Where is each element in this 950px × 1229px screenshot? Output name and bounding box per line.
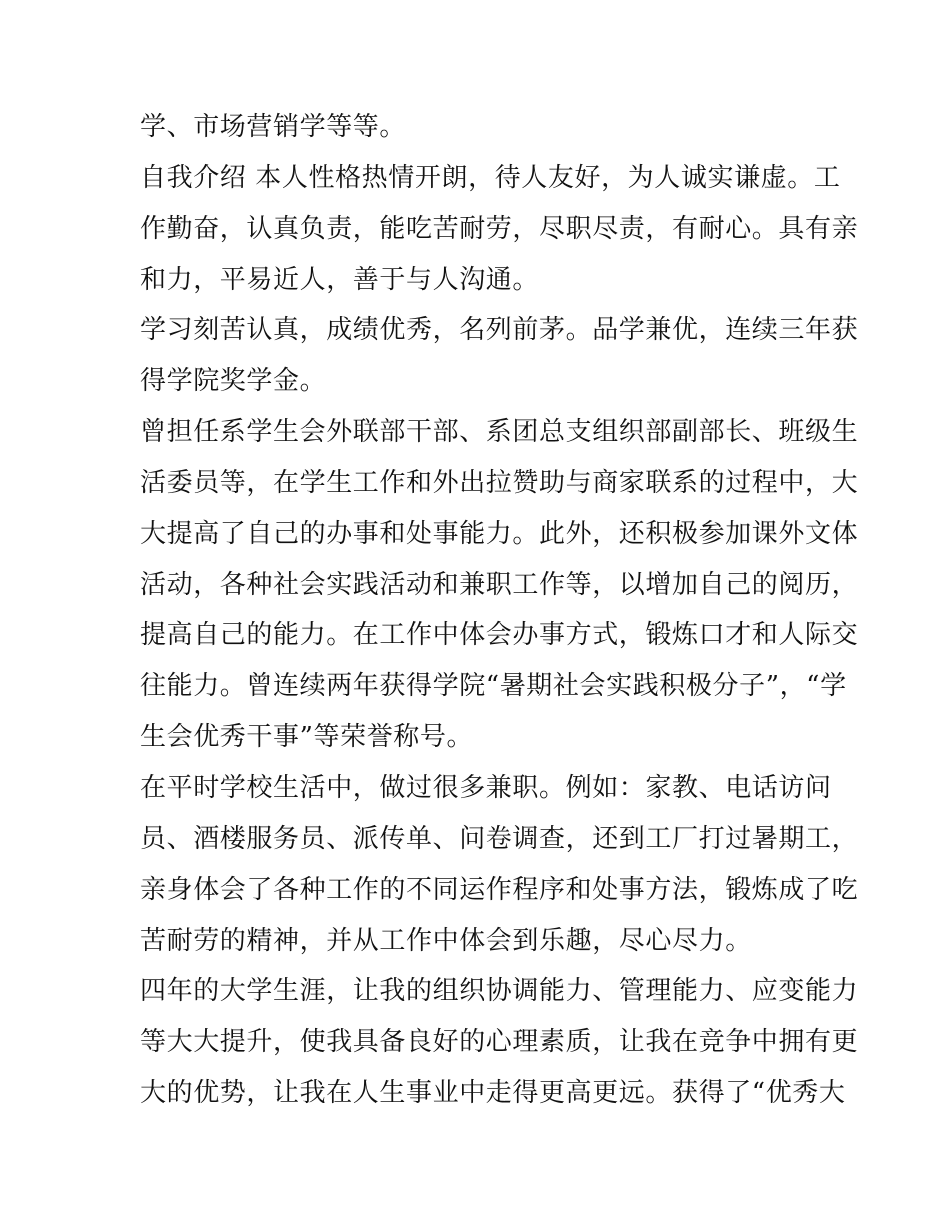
text-line: 大的优势，让我在人生事业中走得更高更远。获得了“优秀大 — [140, 1078, 846, 1109]
text-line: 员、酒楼服务员、派传单、问卷调查，还到工厂打过暑期工， — [140, 823, 859, 854]
text-line: 学、市场营销学等等。 — [140, 112, 407, 142]
text-line: 自我介绍 本人性格热情开朗，待人友好，为人诚实谦虚。工 — [140, 162, 841, 193]
text-line: 生会优秀干事”等荣誉称号。 — [140, 722, 474, 753]
document-body-text — [140, 102, 859, 1119]
text-line: 活动，各种社会实践活动和兼职工作等，以增加自己的阅历， — [140, 569, 859, 600]
text-line: 作勤奋，认真负责，能吃苦耐劳，尽职尽责，有耐心。具有亲 — [140, 213, 859, 244]
text-line: 曾担任系学生会外联部干部、系团总支组织部副部长、班级生 — [140, 417, 859, 448]
text-line: 提高自己的能力。在工作中体会办事方式，锻炼口才和人际交 — [140, 620, 859, 651]
text-line: 活委员等，在学生工作和外出拉赞助与商家联系的过程中，大 — [140, 467, 859, 498]
text-line: 四年的大学生涯，让我的组织协调能力、管理能力、应变能力 — [140, 976, 859, 1007]
text-line: 亲身体会了各种工作的不同运作程序和处事方法，锻炼成了吃 — [140, 874, 859, 905]
text-line: 大提高了自己的办事和处事能力。此外，还积极参加课外文体 — [140, 518, 859, 549]
text-line: 和力，平易近人，善于与人沟通。 — [140, 264, 540, 295]
text-line: 得学院奖学金。 — [140, 366, 327, 397]
text-line: 在平时学校生活中，做过很多兼职。例如：家教、电话访问 — [140, 772, 832, 803]
text-line: 学习刻苦认真，成绩优秀，名列前茅。品学兼优，连续三年获 — [140, 315, 859, 346]
text-line: 等大大提升，使我具备良好的心理素质，让我在竞争中拥有更 — [140, 1027, 859, 1058]
text-line: 往能力。曾连续两年获得学院“暑期社会实践积极分子”，“学 — [140, 671, 847, 702]
text-line: 苦耐劳的精神，并从工作中体会到乐趣，尽心尽力。 — [140, 925, 752, 956]
